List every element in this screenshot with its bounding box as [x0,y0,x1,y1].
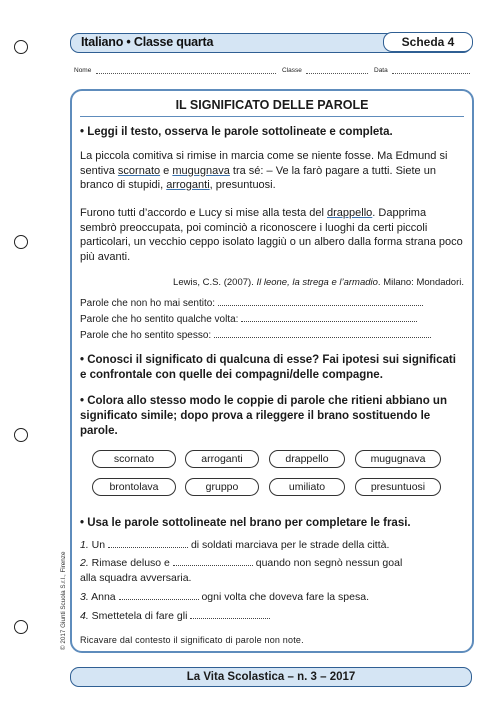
word-pill-mugugnava[interactable]: mugugnava [355,450,441,468]
data-field[interactable] [392,72,470,74]
sentence-text-b: quando non segnò nessun goal [252,557,403,569]
word-pill-brontolava[interactable]: brontolava [92,478,176,496]
footer-bar: La Vita Scolastica – n. 3 – 2017 [70,667,472,687]
scheda-badge: Scheda 4 [383,32,473,52]
p1-text-c: tra sé: – Ve la farò pagare a tutti. Siete un branco di stupidi, [80,164,436,191]
p1-text-a: La piccola comitiva si rimise in marcia come se niente fosse. Ma Edmund si sentiva [80,150,448,177]
fill-dots[interactable] [214,329,431,338]
sentence-3 [80,591,369,603]
worksheet-panel [70,89,474,653]
reference-author: Lewis, C.S. (2007). [173,277,257,288]
fill-line-often[interactable] [80,329,431,341]
underlined-word-mugugnava: mugugnava [172,164,230,177]
sentence-2 [80,557,402,569]
header-title: Italiano • Classe quarta [81,35,214,49]
fill-dots[interactable] [241,313,417,322]
sentence-blank[interactable] [108,539,188,548]
fill-label-often: Parole che ho sentito spesso: [80,330,212,341]
underlined-word-arroganti: arroganti [166,179,210,191]
fill-line-sometimes[interactable] [80,313,417,325]
paragraph-1 [80,149,464,193]
nome-field[interactable] [96,72,276,74]
sentence-number: 1. [80,539,89,551]
nome-label: Nome [74,67,92,74]
word-pill-arroganti[interactable]: arroganti [185,450,259,468]
paragraph-2 [80,206,464,264]
sentence-text-a: Anna [88,591,119,603]
instruction-hypothesis: • Conosci il significato di qualcuna di esse? Fai ipotesi sui significati e confrontale con quelle dei compagni/delle compagne. [80,354,456,381]
reference-title: Il leone, la strega e l’armadio [256,277,378,288]
sentence-blank[interactable] [190,610,270,619]
copyright-text: © 2017 Giunti Scuola S.r.l., Firenze [60,551,67,650]
sentence-1 [80,539,389,551]
word-pill-scornato[interactable]: scornato [92,450,176,468]
underlined-word-scornato: scornato [117,164,161,177]
p2-text-a: Furono tutti d’accordo e Lucy si mise alla testa del [80,207,328,219]
binder-hole-upper-middle [14,235,28,249]
sentence-text-b: di soldati marciava per le strade della città. [188,539,390,551]
reference-publisher: . Milano: Mondadori. [377,277,464,288]
binder-hole-top [14,40,28,54]
fill-line-never[interactable] [80,297,423,309]
fill-dots[interactable] [218,297,423,306]
sentence-text-a: Rimase deluso e [88,557,173,569]
word-pill-drappello[interactable]: drappello [269,450,345,468]
data-label: Data [374,67,388,74]
word-pill-presuntuosi[interactable]: presuntuosi [355,478,441,496]
p2-text-b: . Dapprima sembrò preoccupata, poi cominciò a riconoscere i luoghi da certi piccoli particolari, un vecchio ceppo isolato laggiù o un albero dalla forma strana poco più avanti. [80,207,463,263]
binder-hole-lower-middle [14,428,28,442]
sentence-blank[interactable] [173,557,253,566]
classe-field[interactable] [306,72,368,74]
sentence-text-a: Smettetela di fare gli [88,610,191,622]
sentence-number: 2. [80,557,89,569]
instruction-read: • Leggi il testo, osserva le parole sottolineate e completa. [80,126,393,138]
word-pill-umiliato[interactable]: umiliato [269,478,345,496]
instruction-color-pairs: • Colora allo stesso modo le coppie di parole che ritieni abbiano un significato simile; dopo prova a rileggere il brano sostituendo le parole. [80,395,447,437]
worksheet-title: IL SIGNIFICATO DELLE PAROLE [175,98,369,112]
sentence-number: 3. [80,591,89,603]
sentence-blank[interactable] [119,591,199,600]
p1-text-b: e [160,164,173,177]
sentence-4 [80,610,270,622]
word-pill-gruppo[interactable]: gruppo [185,478,259,496]
sentence-text-b: ogni volta che doveva fare la spesa. [198,591,369,603]
fill-label-sometimes: Parole che ho sentito qualche volta: [80,314,239,325]
sentence-text-a: Un [88,539,109,551]
classe-label: Classe [282,67,302,74]
title-divider [80,116,464,117]
sentence-2-continued [80,572,191,584]
binder-hole-bottom [14,620,28,634]
p1-text-d: , presuntuosi. [209,179,276,191]
sentence-text-a: alla squadra avversaria. [80,572,192,584]
instruction-complete-sentences: • Usa le parole sottolineate nel brano per completare le frasi. [80,517,411,529]
book-reference [173,277,464,288]
header-bar [70,33,472,53]
fill-label-never: Parole che non ho mai sentito: [80,298,216,309]
sentence-number: 4. [80,610,89,622]
underlined-word-drappello: drappello [327,207,373,219]
footnote-note: Ricavare dal contesto il significato di parole non note. [80,635,304,645]
